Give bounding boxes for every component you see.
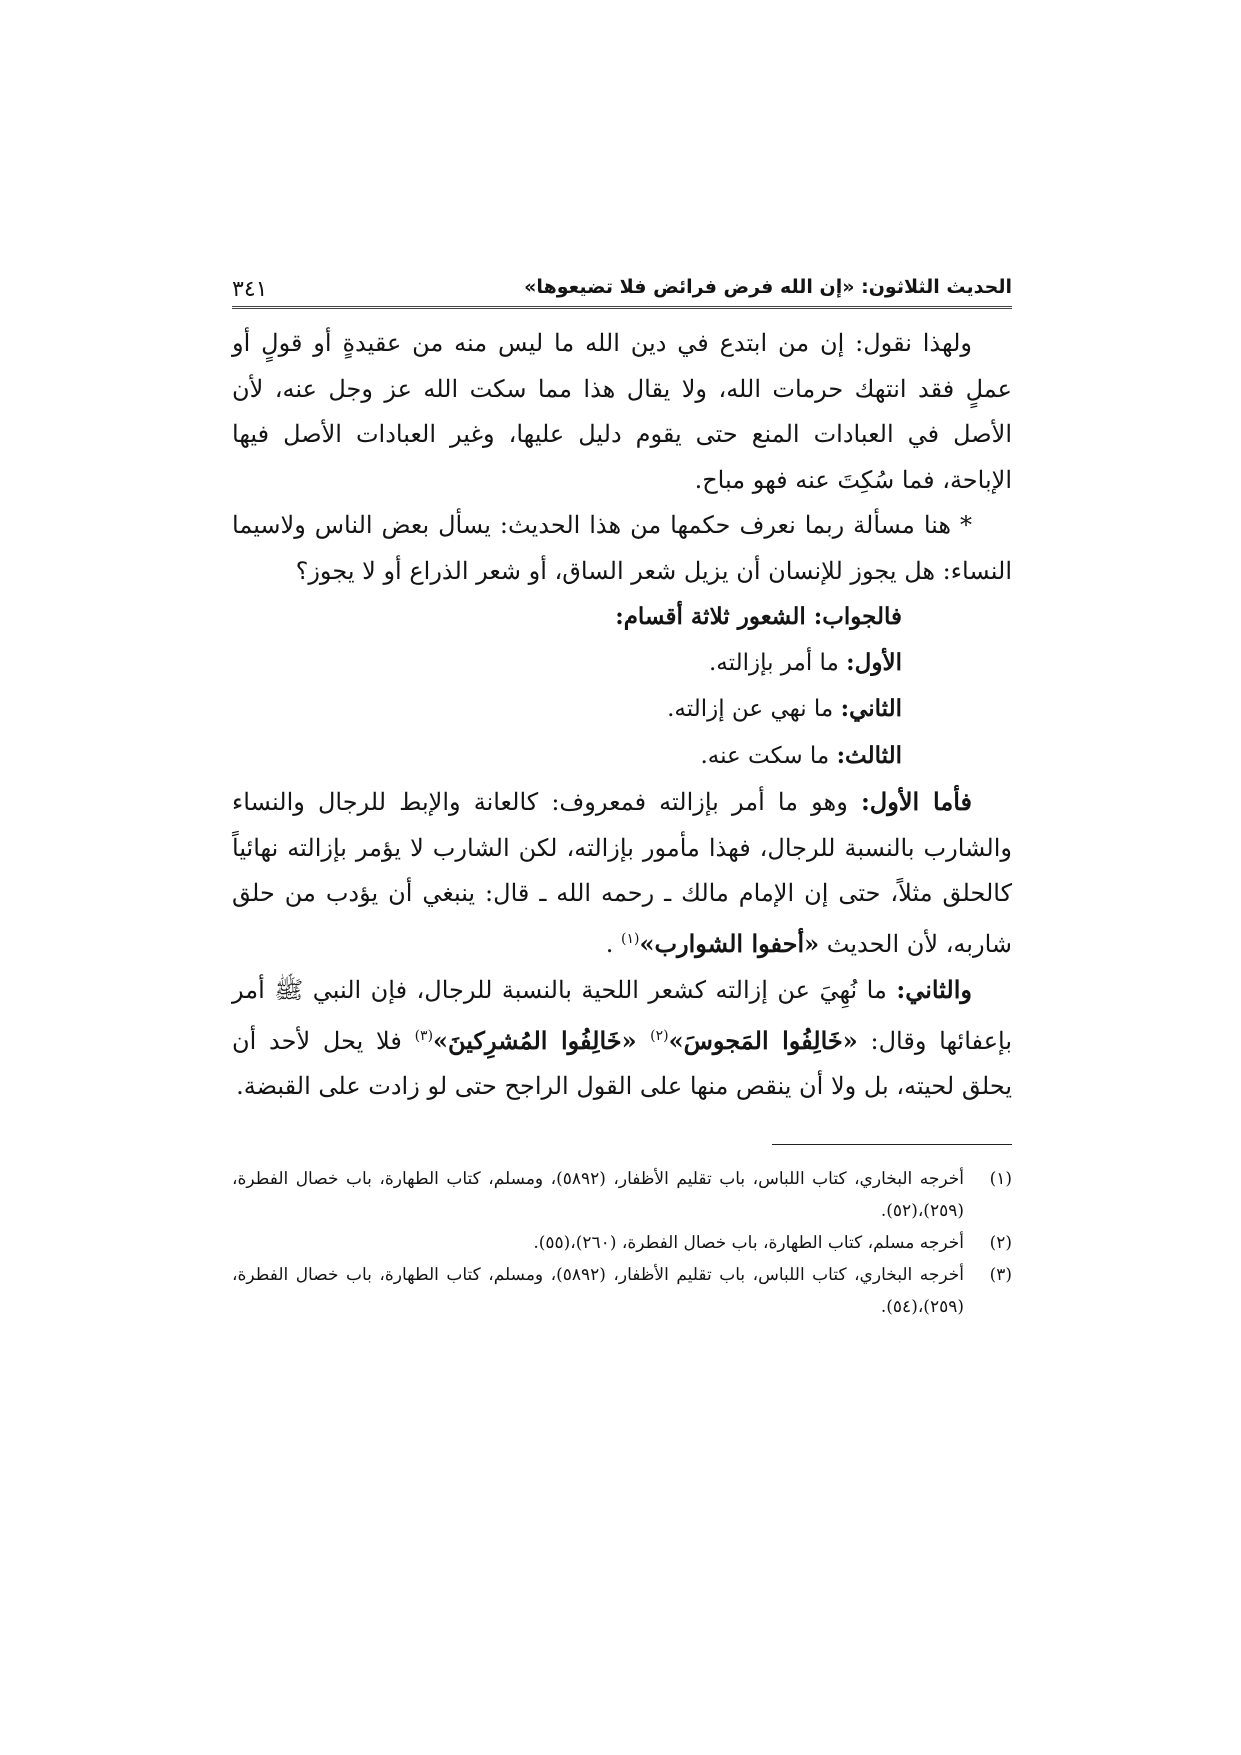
footnotes <box>232 1163 1012 1323</box>
paragraph-innovation: ولهذا نقول: إن من ابتدع في دين الله ما ليس منه من عقيدةٍ أو قولٍ أو عملٍ فقد انتهك حرمات الله، ولا يقال هذا مما سكت الله عز وجل عنه، لأن الأصل في العبادات المنع حتى يقوم دليل عليها، وغير العبادات الأصل فيها الإباحة، فما سُكِتَ عنه فهو مباح. <box>232 329 1012 494</box>
list-item-text: ما أمر بإزالته. <box>709 649 847 676</box>
page-number: ٣٤١ <box>232 277 268 302</box>
footnote-ref[interactable]: (٢) <box>650 1027 669 1044</box>
footnote-text: أخرجه البخاري، كتاب اللباس، باب تقليم الأظفار، (٥٨٩٢)، ومسلم، كتاب الطهارة، باب خصال الفطرة، (٢٥٩)،(٥٢). <box>232 1168 964 1221</box>
book-page <box>232 262 1012 1702</box>
paragraph-first-category <box>232 779 1012 967</box>
paragraph-end: . <box>605 929 621 958</box>
paragraph-lead: والثاني: <box>896 975 972 1004</box>
hair-categories-list <box>232 594 1012 779</box>
footnote <box>232 1163 1012 1227</box>
paragraph-lead: فأما الأول: <box>860 787 972 816</box>
page-header <box>232 262 1012 309</box>
footnote <box>232 1227 1012 1259</box>
list-item-text: ما سكت عنه. <box>700 742 837 769</box>
paragraph-text: فلا يحل لأحد أن يحلق لحيته، بل ولا أن ينقص منها على القول الراجح حتى لو زادت على القبضة. <box>232 1026 1012 1100</box>
list-item <box>232 686 902 733</box>
paragraph-question: * هنا مسألة ربما نعرف حكمها من هذا الحديث: يسأل بعض الناس ولاسيما النساء: هل يجوز للإنسان أن يزيل شعر الساق، أو شعر الذراع أو لا يجوز؟ <box>232 511 1012 585</box>
list-item-lead: الثاني: <box>840 695 902 722</box>
list-item-lead: الثالث: <box>836 741 902 769</box>
body-text <box>232 321 1012 1110</box>
footnote <box>232 1259 1012 1323</box>
footnote-number: (٢) <box>989 1232 1012 1253</box>
paragraph-text: ما نُهِيَ عن إزالته كشعر اللحية بالنسبة للرجال، فإن النبي ﷺ أمر بإعفائها وقال: <box>232 976 1013 1055</box>
footnote-text: أخرجه البخاري، كتاب اللباس، باب تقليم الأظفار، (٥٨٩٢)، ومسلم، كتاب الطهارة، باب خصال الفطرة، (٢٥٩)،(٥٤). <box>232 1264 964 1317</box>
list-item-lead: الأول: <box>846 648 902 676</box>
answer-heading: فالجواب: الشعور ثلاثة أقسام: <box>615 603 902 630</box>
hadith-quote: «خَالِفُوا المُشرِكينَ» <box>433 1025 651 1055</box>
footnote-number: (١) <box>989 1168 1012 1189</box>
list-item-text: ما نهي عن إزالته. <box>667 696 841 722</box>
paragraph-second-category <box>232 967 1012 1110</box>
paragraph-text: وهو ما أمر بإزالته فمعروف: كالعانة والإبط للرجال والنساء والشارب بالنسبة للرجال، فهذا مأمور بإزالته، لكن الشارب لا يؤمر بإزالته نهائياً كالحلق مثلاً، حتى إن الإمام مالك ـ رحمه الله ـ قال: ينبغي أن يؤدب من حلق شاربه، لأن الحديث <box>232 788 1012 958</box>
running-head: الحديث الثلاثون: «إن الله فرض فرائض فلا تضيعوها» <box>524 276 1012 298</box>
footnote-ref[interactable]: (١) <box>620 930 640 947</box>
list-item <box>232 733 902 780</box>
footnote-divider <box>772 1144 1012 1145</box>
footnote-ref[interactable]: (٣) <box>414 1027 434 1044</box>
hadith-quote: «أحفوا الشوارب» <box>639 928 820 958</box>
footnote-number: (٣) <box>989 1264 1012 1285</box>
list-item <box>232 640 902 687</box>
hadith-quote: «خَالِفُوا المَجوسَ» <box>668 1025 858 1055</box>
footnote-text: أخرجه مسلم، كتاب الطهارة، باب خصال الفطرة، (٢٦٠)،(٥٥). <box>533 1232 964 1253</box>
